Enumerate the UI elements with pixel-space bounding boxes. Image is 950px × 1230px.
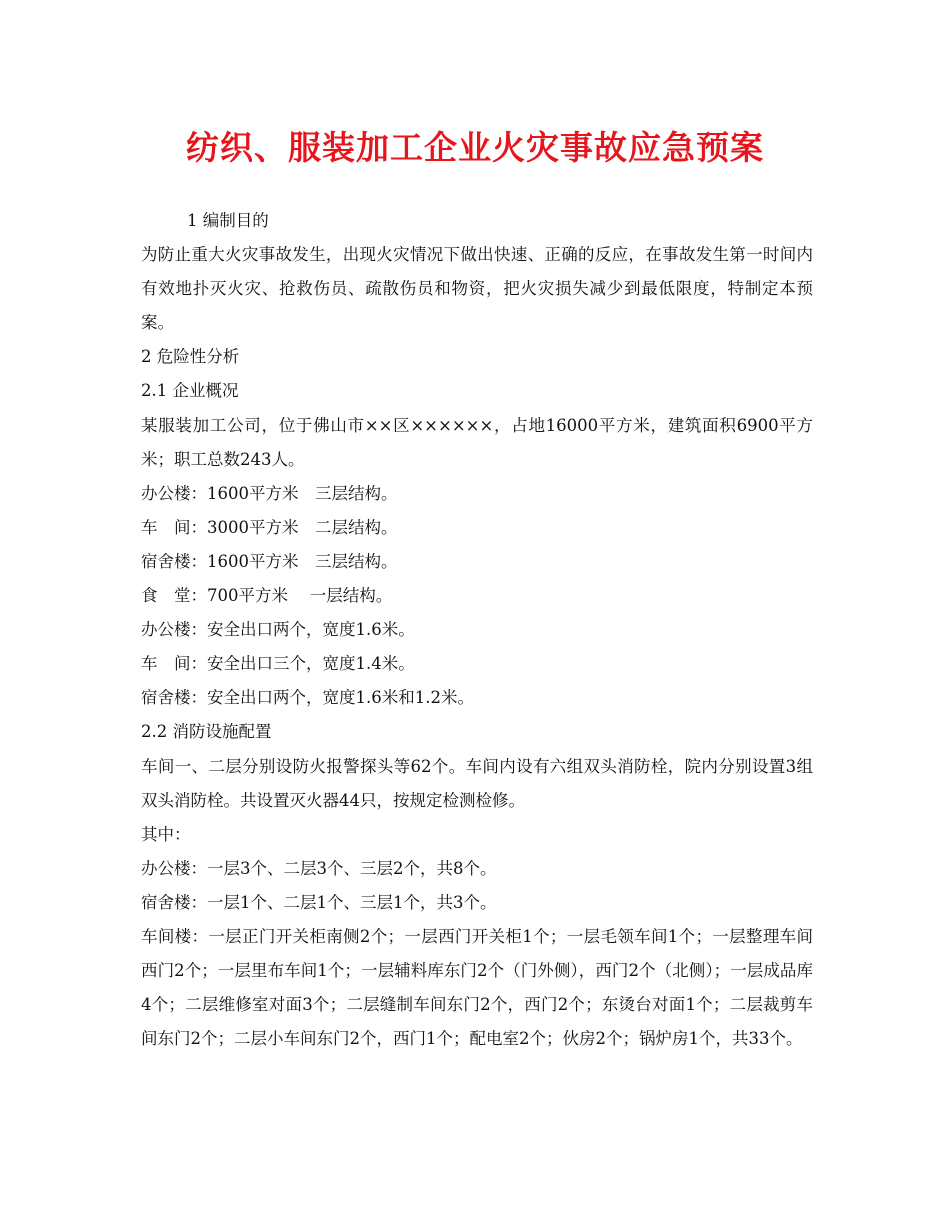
line-dorm-exits: 宿舍楼：安全出口两个，宽度1.6米和1.2米。 [141, 688, 474, 708]
line-workshop-exits: 车 间：安全出口三个，宽度1.4米。 [141, 654, 415, 674]
line-office-exits: 办公楼：安全出口两个，宽度1.6米。 [141, 620, 415, 640]
line-among: 其中： [141, 824, 191, 844]
heading-2-1: 2.1 企业概况 [141, 381, 239, 401]
heading-2: 2 危险性分析 [141, 347, 240, 367]
heading-2-2: 2.2 消防设施配置 [141, 722, 272, 742]
paragraph-purpose: 为防止重大火灾事故发生，出现火灾情况下做出快速、正确的反应，在事故发生第一时间内有效地扑灭火灾、抢救伤员、疏散伤员和物资，把火灾损失减少到最低限度，特制定本预案。 [141, 245, 813, 333]
heading-1: 1 编制目的 [187, 211, 269, 230]
document-body [141, 204, 813, 1056]
line-canteen-area: 食 堂：700平方米 一层结构。 [141, 586, 393, 606]
line-office-extinguishers: 办公楼：一层3个、二层3个、三层2个，共8个。 [141, 858, 497, 878]
line-office-area: 办公楼：1600平方米 三层结构。 [141, 483, 398, 503]
paragraph-overview: 某服装加工公司，位于佛山市××区××××××，占地16000平方米，建筑面积6900平方米；职工总数243人。 [141, 415, 813, 469]
line-dorm-extinguishers: 宿舍楼：一层1个、二层1个、三层1个，共3个。 [141, 892, 497, 912]
line-workshop-area: 车 间：3000平方米 二层结构。 [141, 517, 398, 537]
document-title: 纺织、服装加工企业火灾事故应急预案 [186, 128, 764, 167]
paragraph-facilities: 车间一、二层分别设防火报警探头等62个。车间内设有六组双头消防栓，院内分别设置3组双头消防栓。共设置灭火器44只，按规定检测检修。 [141, 756, 813, 810]
paragraph-workshop-extinguishers: 车间楼：一层正门开关柜南侧2个；一层西门开关柜1个；一层毛领车间1个；一层整理车间西门2个；一层里布车间1个；一层辅料库东门2个（门外侧），西门2个（北侧）；一层成品库4个；二层维修室对面3个；二层缝制车间东门2个，西门2个；东烫台对面1个；二层裁剪车间东门2个；二层小车间东门2个，西门1个；配电室2个；伙房2个；锅炉房1个，共33个。 [141, 926, 813, 1049]
line-dorm-area: 宿舍楼：1600平方米 三层结构。 [141, 551, 398, 571]
